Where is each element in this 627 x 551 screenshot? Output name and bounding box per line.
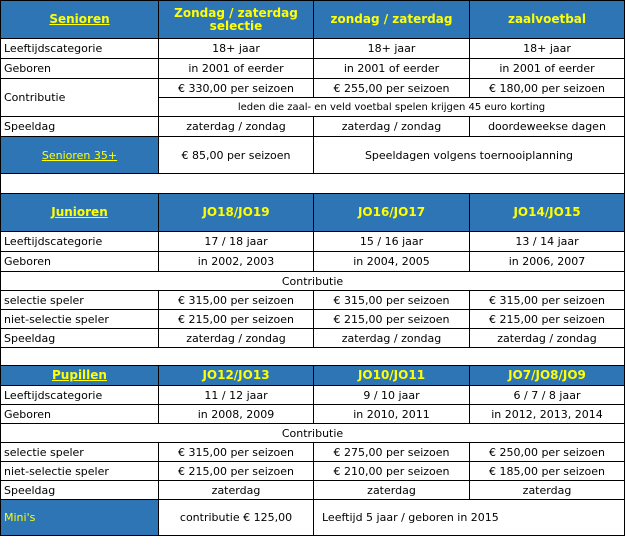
table-cell: € 315,00 per seizoen: [470, 291, 625, 310]
pupillen-header-row: [1, 366, 625, 386]
table-cell: in 2001 of eerder: [159, 59, 314, 79]
table-cell: € 215,00 per seizoen: [159, 462, 314, 481]
table-cell: in 2002, 2003: [159, 252, 314, 272]
table-cell: 11 / 12 jaar: [159, 386, 314, 405]
table-row: [1, 39, 625, 59]
col-header-jo16-jo17: JO16/JO17: [314, 194, 470, 232]
table-cell: zaterdag / zondag: [470, 329, 625, 348]
senioren-title: Senioren: [1, 1, 159, 39]
table-cell: doordeweekse dagen: [470, 117, 625, 137]
table-row: [1, 232, 625, 252]
row-label: Leeftijdscategorie: [1, 386, 159, 405]
table-row: [1, 481, 625, 500]
col-header-jo18-jo19: JO18/JO19: [159, 194, 314, 232]
table-cell: € 185,00 per seizoen: [470, 462, 625, 481]
table-cell: 6 / 7 / 8 jaar: [470, 386, 625, 405]
table-cell: 15 / 16 jaar: [314, 232, 470, 252]
row-label: Geboren: [1, 59, 159, 79]
contributie-subheader-row: [1, 424, 625, 443]
row-label: selectie speler: [1, 443, 159, 462]
table-row: [1, 462, 625, 481]
table-cell: € 330,00 per seizoen: [159, 79, 314, 98]
row-label: Geboren: [1, 252, 159, 272]
contributie-subheader-row: [1, 272, 625, 291]
table-cell: € 250,00 per seizoen: [470, 443, 625, 462]
table-row: [1, 79, 625, 98]
table-row: [1, 386, 625, 405]
minis-label: [1, 500, 159, 536]
table-cell: 13 / 14 jaar: [470, 232, 625, 252]
minis-info: Leeftijd 5 jaar / geboren in 2015: [314, 500, 625, 536]
table-cell: € 215,00 per seizoen: [314, 310, 470, 329]
table-row: [1, 117, 625, 137]
senioren-35-row: [1, 137, 625, 174]
row-label: Geboren: [1, 405, 159, 424]
table-cell: € 215,00 per seizoen: [470, 310, 625, 329]
junioren-header-row: [1, 194, 625, 232]
table-cell: € 215,00 per seizoen: [159, 310, 314, 329]
table-cell: in 2004, 2005: [314, 252, 470, 272]
row-label: Speeldag: [1, 329, 159, 348]
row-label-contributie: Contributie: [1, 79, 159, 117]
table-cell: € 255,00 per seizoen: [314, 79, 470, 98]
table-cell: 9 / 10 jaar: [314, 386, 470, 405]
table-cell: in 2010, 2011: [314, 405, 470, 424]
table-cell: in 2008, 2009: [159, 405, 314, 424]
minis-row: [1, 500, 625, 536]
senioren-35-label-text: Senioren 35+: [41, 148, 118, 162]
table-cell: 18+ jaar: [159, 39, 314, 59]
minis-fee: contributie € 125,00: [159, 500, 314, 536]
row-label: niet-selectie speler: [1, 462, 159, 481]
table-cell: in 2001 of eerder: [470, 59, 625, 79]
col-header-zondag-zaterdag: zondag / zaterdag: [314, 1, 470, 39]
table-cell: 18+ jaar: [470, 39, 625, 59]
table-cell: 18+ jaar: [314, 39, 470, 59]
table-row: [1, 310, 625, 329]
contributie-subheader: Contributie: [1, 424, 625, 443]
table-cell: € 180,00 per seizoen: [470, 79, 625, 98]
table-cell: in 2012, 2013, 2014: [470, 405, 625, 424]
table-cell: zaterdag / zondag: [314, 117, 470, 137]
col-header-jo7-jo8-jo9: JO7/JO8/JO9: [470, 366, 625, 386]
senioren-header-row: [1, 1, 625, 39]
row-label: selectie speler: [1, 291, 159, 310]
senioren-35-info: Speeldagen volgens toernooiplanning: [314, 137, 625, 174]
col-header-zondag-zaterdag-selectie: Zondag / zaterdag selectie: [159, 1, 314, 39]
table-cell: € 315,00 per seizoen: [314, 291, 470, 310]
row-label: Leeftijdscategorie: [1, 39, 159, 59]
spacer-row: [1, 348, 625, 366]
table-cell: € 275,00 per seizoen: [314, 443, 470, 462]
table-row: [1, 443, 625, 462]
table-row: [1, 405, 625, 424]
row-label: Speeldag: [1, 481, 159, 500]
col-header-jo12-jo13: JO12/JO13: [159, 366, 314, 386]
table-cell: € 315,00 per seizoen: [159, 443, 314, 462]
col-header-zaalvoetbal: zaalvoetbal: [470, 1, 625, 39]
row-label: Speeldag: [1, 117, 159, 137]
table-row: [1, 59, 625, 79]
korting-note: leden die zaal- en veld voetbal spelen krijgen 45 euro korting: [159, 98, 625, 117]
table-row: [1, 329, 625, 348]
table-cell: zaterdag: [159, 481, 314, 500]
table-cell: zaterdag / zondag: [159, 117, 314, 137]
junioren-title: Junioren: [1, 194, 159, 232]
table-cell: € 210,00 per seizoen: [314, 462, 470, 481]
table-cell: in 2006, 2007: [470, 252, 625, 272]
table-cell: 17 / 18 jaar: [159, 232, 314, 252]
spacer-cell: [1, 174, 625, 194]
table-cell: zaterdag: [470, 481, 625, 500]
contributie-subheader: Contributie: [1, 272, 625, 291]
table-cell: zaterdag / zondag: [314, 329, 470, 348]
table-cell: € 315,00 per seizoen: [159, 291, 314, 310]
col-header-jo10-jo11: JO10/JO11: [314, 366, 470, 386]
spacer-row: [1, 174, 625, 194]
senioren-35-label: [1, 137, 159, 174]
table-cell: in 2001 of eerder: [314, 59, 470, 79]
table-cell: zaterdag / zondag: [159, 329, 314, 348]
table-row: [1, 291, 625, 310]
minis-label-text: Mini's: [4, 511, 36, 524]
row-label: niet-selectie speler: [1, 310, 159, 329]
col-header-jo14-jo15: JO14/JO15: [470, 194, 625, 232]
spacer-cell: [1, 348, 625, 366]
row-label: Leeftijdscategorie: [1, 232, 159, 252]
pupillen-title: Pupillen: [1, 366, 159, 386]
table-cell: zaterdag: [314, 481, 470, 500]
table-row: [1, 252, 625, 272]
senioren-35-price: € 85,00 per seizoen: [159, 137, 314, 174]
